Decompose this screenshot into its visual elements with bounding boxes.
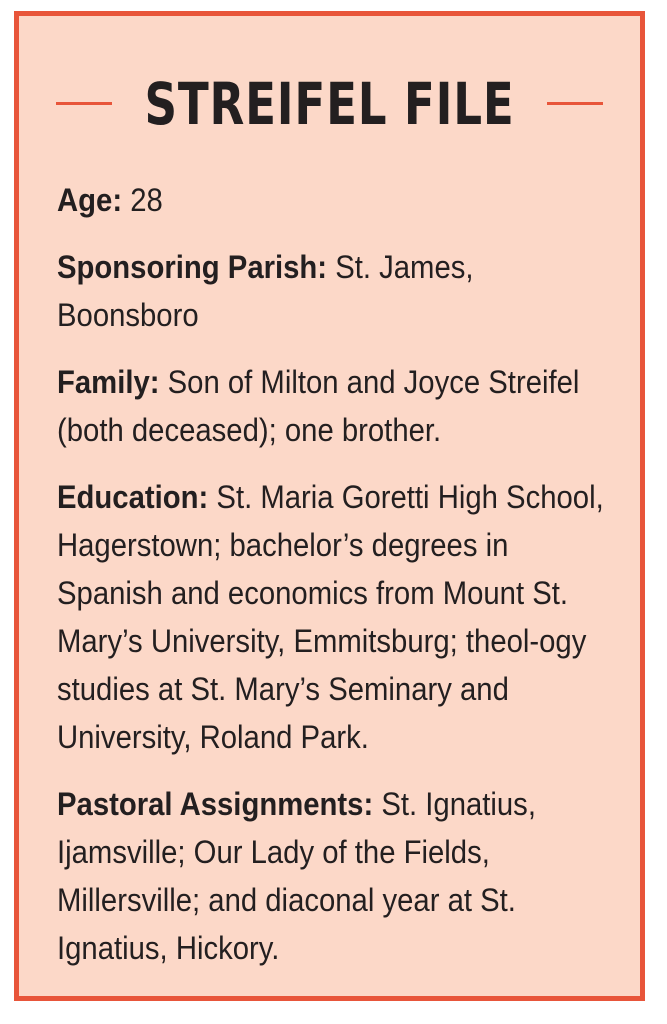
fact-family bbox=[57, 358, 615, 454]
fact-value: St. Ignatius, Ijamsville; Our Lady of the Fields, Millersville; and diaconal year at St. Ignatius, Hickory. bbox=[57, 786, 536, 966]
fact-value: Son of Milton and Joyce Streifel (both deceased); one brother. bbox=[57, 364, 580, 448]
fact-sponsoring-parish bbox=[57, 243, 615, 339]
fact-value: 28 bbox=[130, 182, 163, 218]
fact-pastoral-assignments bbox=[57, 780, 615, 972]
fact-value: St. Maria Goretti High School, Hagerstown; bachelor’s degrees in Spanish and economics from Mount St. Mary’s University, Emmitsburg; theol-ogy studies at St. Mary’s Seminary and University, Roland Park. bbox=[57, 479, 604, 755]
box-title: STREIFEL FILE bbox=[144, 70, 515, 138]
fact-list bbox=[57, 176, 615, 991]
fact-label: Education: bbox=[57, 479, 209, 515]
heading-row bbox=[19, 68, 640, 146]
fact-education bbox=[57, 473, 615, 761]
fact-label: Family: bbox=[57, 364, 160, 400]
fact-box bbox=[14, 11, 645, 1001]
fact-value: St. James, Boonsboro bbox=[57, 249, 474, 333]
right-rule bbox=[547, 102, 603, 105]
fact-label: Pastoral Assignments: bbox=[57, 786, 374, 822]
fact-label: Sponsoring Parish: bbox=[57, 249, 328, 285]
fact-label: Age: bbox=[57, 182, 123, 218]
fact-age bbox=[57, 176, 615, 224]
